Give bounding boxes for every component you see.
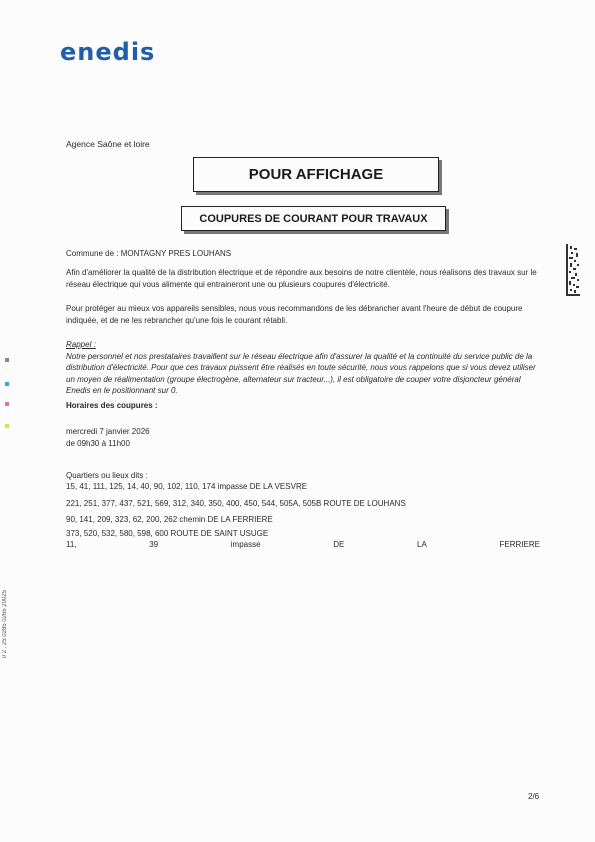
outage-hours: de 09h30 à 11h00: [66, 439, 130, 448]
outage-date: mercredi 7 janvier 2026: [66, 427, 150, 436]
print-mark: [5, 382, 9, 386]
title-box-label: POUR AFFICHAGE: [248, 166, 384, 183]
enedis-logo: [60, 39, 176, 65]
address-line: 15, 41, 111, 125, 14, 40, 90, 102, 110, 174 impasse DE LA VESVRE: [66, 482, 308, 491]
address-word: FERRIERE: [499, 540, 540, 549]
address-line: 90, 141, 209, 323, 62, 200, 262 chemin DE LA FERRIERE: [66, 515, 273, 524]
print-mark: [5, 358, 9, 362]
horaires-title: Horaires des coupures :: [66, 401, 158, 410]
print-mark: [5, 424, 9, 428]
address-line-justified: [66, 540, 540, 549]
commune-line: Commune de : MONTAGNY PRES LOUHANS: [66, 249, 232, 258]
print-mark: [5, 402, 9, 406]
intro-paragraph: Afin d'améliorer la qualité de la distribution électrique et de répondre aux besoins de notre clientèle, nous réalisons des travaux sur le réseau électrique qui vous alimente qui entraineront une ou plusieurs coupures d'électricité.: [66, 268, 537, 289]
rappel-text: Notre personnel et nos prestataires travaillent sur le réseau électrique afin d'assurer la qualité et la continuité du service public de la distribution d'électricité. Pour que ces travaux puissent être réalisés en toute sécurité, nous vous rappelons que si vous devez utiliser un moyen de réalimentation (groupe électrogène, alternateur sur tracteur...), il est obligatoire de couper votre disjoncteur général Enedis en le positionnant sur 0.: [66, 351, 536, 395]
address-word: 39: [149, 540, 159, 549]
rappel-block: [66, 339, 542, 397]
rappel-label: Rappel :: [66, 340, 96, 349]
advice-paragraph: Pour protéger au mieux vos appareils sensibles, nous vous recommandons de les débrancher avant l'heure de début de coupure indiquée, et de ne les rebrancher qu'une fois le courant rétabli.: [66, 304, 523, 325]
address-line: 373, 520, 532, 580, 598, 600 ROUTE DE SAINT USUGE: [66, 529, 269, 538]
subtitle-box: [181, 206, 446, 231]
address-line: 221, 251, 377, 437, 521, 569, 312, 340, 350, 400, 450, 544, 505A, 505B ROUTE DE LOUHANS: [66, 499, 406, 508]
address-word: LA: [417, 540, 427, 549]
address-word: DE: [333, 540, 345, 549]
side-code: 0 2 . 25 0285 0265 20025: [2, 590, 8, 659]
logo-text: enedis: [60, 38, 156, 66]
page-number: 2/6: [528, 792, 540, 801]
quartiers-title: Quartiers ou lieux dits :: [66, 471, 148, 480]
datamatrix-barcode-icon: [566, 244, 580, 296]
agency-name: Agence Saône et loire: [66, 139, 150, 149]
address-word: impasse: [230, 540, 261, 549]
subtitle-box-label: COUPURES DE COURANT POUR TRAVAUX: [199, 212, 428, 225]
address-word: 11,: [66, 540, 77, 549]
title-box: [193, 157, 439, 192]
